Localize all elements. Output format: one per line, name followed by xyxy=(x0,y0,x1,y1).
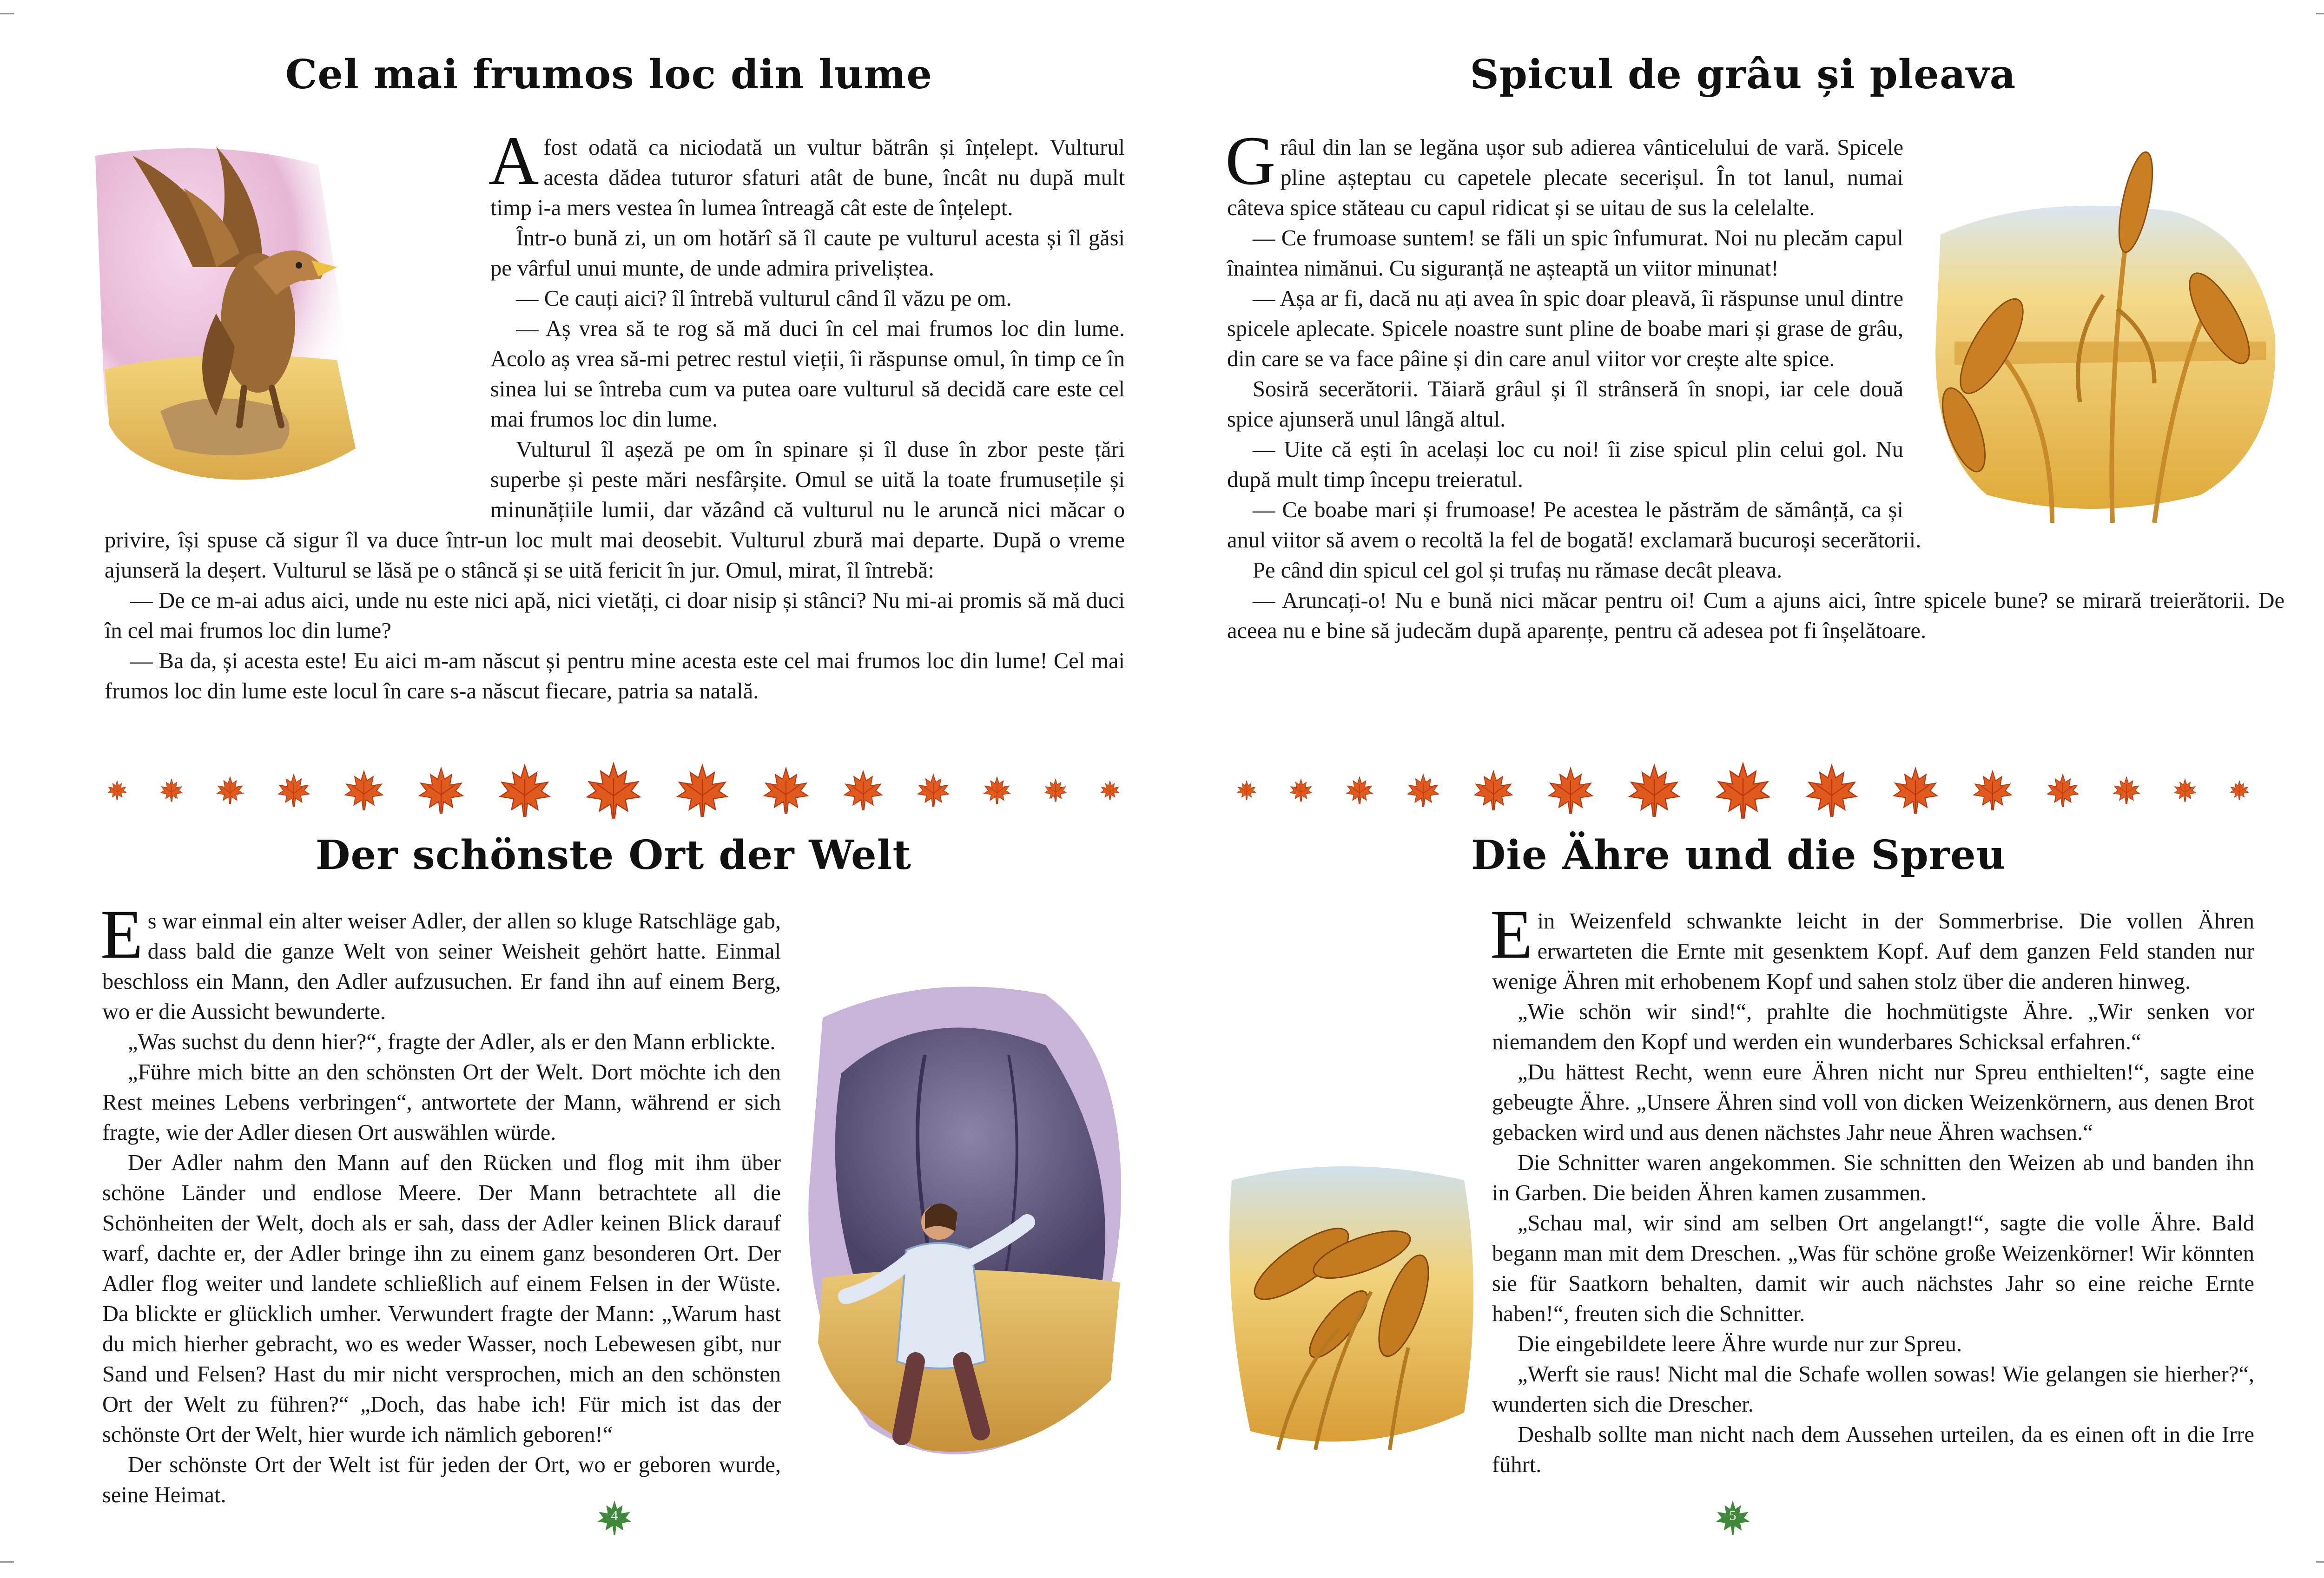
maple-leaf-icon xyxy=(1406,773,1440,807)
leaf-divider-right xyxy=(1236,753,2250,827)
paragraph: „Schau mal, wir sind am selben Ort angelangt!“, sagte die volle Ähre. Bald begann man mit dem Dreschen. „Was für schöne große Weizenkörner! Wir könnten sie für Saatkorn behalten, damit wir auch nächstes Jahr so eine reiche Ernte haben!“, freuten sich die Schnitter. xyxy=(1492,1211,2254,1326)
paragraph: „Werft sie raus! Nicht mal die Schafe wollen sowas! Wie gelangen sie hierher?“, wunderten sich die Drescher. xyxy=(1492,1362,2254,1417)
paragraph: Deshalb sollte man nicht nach dem Aussehen urteilen, da es einen oft in die Irre führt. xyxy=(1492,1422,2254,1477)
maple-leaf-icon xyxy=(1289,778,1313,802)
crop-mark xyxy=(2316,13,2324,14)
paragraph: „Du hättest Recht, wenn eure Ähren nicht nur Spreu enthielten!“, sagte eine gebeugte Ähre. „Unsere Ähren sind voll von dicken Weizenkörnern, aus denen Brot gebacken wird und aus denen nächstes Jahr neue Ähren wachsen.“ xyxy=(1492,1060,2254,1145)
paragraph: in Weizenfeld schwankte leicht in der Sommerbrise. Die vollen Ähren erwarteten die Ernte mit gesenktem Kopf. Auf dem ganzen Feld standen nur wenige Ähren mit erhobenem Kopf und sahen stolz über die anderen hinweg. xyxy=(1492,909,2254,994)
story-eagle-de xyxy=(100,832,1125,1507)
maple-leaf-icon xyxy=(1714,761,1772,819)
paragraph: — Așa ar fi, dacă nu ați avea în spic doar pleavă, îi răspunse unul dintre spicele aplecate. Spicele noastre sunt pline de boabe mari și grase de grâu, din care se va face pâine și din care anul viitor vor crește alte spice. xyxy=(1227,286,1903,371)
maple-leaf-icon xyxy=(1236,780,1257,800)
maple-leaf-icon xyxy=(675,763,730,817)
maple-leaf-icon xyxy=(762,766,810,814)
story-body xyxy=(105,122,1125,706)
drop-cap: E xyxy=(1490,896,1533,973)
story-wheat-de xyxy=(1227,832,2254,1482)
paragraph: — Ce frumoase suntem! se făli un spic înfumurat. Noi nu plecăm capul înaintea nimănui. Cu siguranță ne așteaptă un viitor minunat! xyxy=(1227,226,1903,281)
page-number-text: 4 xyxy=(611,1508,618,1523)
story-body xyxy=(100,896,1125,1510)
paragraph: — Uite că ești în același loc cu noi! îi zise spicul plin celui gol. Nu după mult timp începu treieratul. xyxy=(1227,437,1903,492)
maple-leaf-icon xyxy=(1345,776,1374,804)
drop-cap: A xyxy=(489,122,539,199)
maple-leaf-icon xyxy=(343,769,385,811)
maple-leaf-icon xyxy=(1043,778,1068,802)
paragraph: — Ce cauți aici? îl întrebă vulturul când îl văzu pe om. xyxy=(516,286,1012,311)
man-rock-illustration xyxy=(786,962,1139,1492)
paragraph: — De ce m-ai adus aici, unde nu este nici apă, nici vietăți, ci doar nisip și stânci? Nu mi-ai promis să mă duci în cel mai frumos loc din lume? xyxy=(105,588,1125,643)
paragraph: Într-o bună zi, un om hotărî să îl caute pe vulturul acesta și îl găsi pe vârful unui munte, de unde admira priveliștea. xyxy=(490,226,1125,281)
crop-mark xyxy=(0,13,14,14)
wheat-illustration xyxy=(1913,142,2294,523)
paragraph: „Wie schön wir sind!“, prahlte die hochmütigste Ähre. „Wir senken vor niemandem den Kopf und werden ein wunderbares Schicksal erfahren.“ xyxy=(1492,999,2254,1054)
story-title: Die Ähre und die Spreu xyxy=(1471,832,2006,879)
story-wheat-ro xyxy=(1227,51,2284,748)
paragraph: — Aș vrea să te rog să mă duci în cel mai frumos loc din lume. Acolo aș vrea să-mi petrec restul vieții, îi răspunse omul, în timp ce în sinea lui se întreba cum va putea oare vulturul să decidă care este cel mai frumos loc din lume. xyxy=(490,316,1125,432)
wheat-illustration xyxy=(1222,1152,1483,1454)
maple-leaf-icon xyxy=(842,769,884,811)
maple-leaf-icon xyxy=(159,778,184,802)
paragraph: — Ce boabe mari și frumoase! Pe acestea le păstrăm de sămânță, ca și anul viitor să avem o recoltă la fel de bogată! exclamară bucuroși secerătorii. xyxy=(1227,498,1921,552)
story-title: Spicul de grâu și pleava xyxy=(1470,51,2016,98)
maple-leaf-icon xyxy=(2046,773,2080,807)
paragraph: Die eingebildete leere Ähre wurde nur zur Spreu. xyxy=(1518,1332,1962,1356)
page-number-right xyxy=(1714,1499,1751,1536)
paragraph: râul din lan se legăna ușor sub adierea vânticelului de vară. Spicele pline așteptau cu capetele plecate secerișul. În tot lanul, numai câteva spice stăteau cu capul ridicat și se uitau de sus la celelalte. xyxy=(1227,135,1903,220)
maple-leaf-icon xyxy=(1972,769,2014,811)
maple-leaf-icon xyxy=(216,776,244,804)
paragraph: „Führe mich bitte an den schönsten Ort der Welt. Dort möchte ich den Rest meines Lebens verbringen“, antwortete der Mann, während er sich fragte, wie der Adler diesen Ort auswählen würde. xyxy=(102,1060,781,1145)
paragraph: Der Adler nahm den Mann auf den Rücken und flog mit ihm über schöne Länder und endlose Meere. Der Mann betrachtete all die Schönheiten der Welt, doch als er sah, dass der Adler keinen Blick darauf warf, dachte er, der Adler bringe ihn zu einem ganz besonderen Ort. Der Adler flog weiter und landete schließlich auf einem Felsen in der Wüste. Da blickte er glücklich umher. Verwundert fragte der Mann: „Warum hast du mich hierher gebracht, wo es weder Wasser, noch Lebewesen gibt, nur Sand und Felsen? Hast du mir nicht versprochen, mich an den schönsten Ort der Welt zu führen?“ „Doch, das habe ich! Für mich ist das der schönste Ort der Welt, hier wurde ich nämlich geboren!“ xyxy=(102,1151,781,1447)
story-eagle-ro xyxy=(93,51,1125,748)
paragraph: Sosiră secerătorii. Tăiară grâul și îl strânseră în snopi, iar cele două spice ajunseră unul lângă altul. xyxy=(1227,377,1903,432)
paragraph: fost odată ca niciodată un vultur bătrân și înțelept. Vulturul acesta dădea tuturor sfaturi atât de bune, încât nu după mult timp i-a mers vestea în lumea întreagă cât este de înțelept. xyxy=(490,135,1125,220)
maple-leaf-icon xyxy=(2173,778,2197,802)
page-number-text: 5 xyxy=(1729,1508,1736,1523)
eagle-illustration xyxy=(77,128,486,500)
paragraph: — Aruncați-o! Nu e bună nici măcar pentru oi! Cum a ajuns aici, între spicele bune? se mirară treierătorii. De aceea nu e bine să judecăm după aparențe, pentru că adesea pot fi înșelătoare. xyxy=(1227,588,2284,643)
drop-cap: E xyxy=(100,896,143,973)
maple-leaf-icon xyxy=(277,773,311,807)
paragraph: Der schönste Ort der Welt ist für jeden der Ort, wo er geboren wurde, seine Heimat. xyxy=(102,1453,781,1507)
drop-cap: G xyxy=(1225,122,1276,199)
paragraph: Vulturul îl așeză pe om în spinare și îl duse în zbor peste țări superbe și peste mări nesfârșite. Omul se uită la toate frumusețile și minunățiile lumii, dar văzând că vulturul nu le aruncă nici măcar o privire, își spuse că sigur îl va duce într-un loc mult mai deosebit. Vulturul zbură mai departe. După o vreme ajunseră la deșert. Vulturul se lăsă pe o stâncă și se uită fericit în jur. Omul, mirat, îl întrebă: xyxy=(105,437,1125,583)
paragraph: „Was suchst du denn hier?“, fragte der Adler, als er den Mann erblickte. xyxy=(128,1030,776,1054)
story-title: Cel mai frumos loc din lume xyxy=(285,51,933,98)
maple-leaf-icon xyxy=(497,763,552,817)
crop-mark xyxy=(0,1561,14,1563)
story-body xyxy=(1225,122,2284,646)
maple-leaf-icon xyxy=(584,761,643,819)
paragraph: — Ba da, și acesta este! Eu aici m-am născut și pentru mine acesta este cel mai frumos loc din lume! Cel mai frumos loc din lume este locul în care s-a născut fiecare, patria sa natală. xyxy=(105,649,1125,704)
maple-leaf-icon xyxy=(107,780,127,800)
leaf-divider-left xyxy=(107,753,1120,827)
maple-leaf-icon xyxy=(983,776,1011,804)
story-title: Der schönste Ort der Welt xyxy=(315,832,912,879)
maple-leaf-icon xyxy=(1891,766,1940,814)
maple-leaf-icon xyxy=(1627,763,1682,817)
paragraph: s war einmal ein alter weiser Adler, der allen so kluge Ratschläge gab, dass bald die ganze Welt von seiner Weisheit gehört hatte. Einmal beschloss ein Mann, den Adler aufzusuchen. Er fand ihn auf einem Berg, wo er die Aussicht bewunderte. xyxy=(102,909,781,1024)
maple-leaf-icon xyxy=(2112,776,2141,804)
crop-mark xyxy=(2316,1561,2324,1563)
maple-leaf-icon xyxy=(916,773,951,807)
paragraph: Die Schnitter waren angekommen. Sie schnitten den Weizen ab und banden ihn in Garben. Die beiden Ähren kamen zusammen. xyxy=(1492,1151,2254,1205)
maple-leaf-icon xyxy=(1546,766,1595,814)
maple-leaf-icon xyxy=(417,766,465,814)
maple-leaf-icon xyxy=(1100,780,1120,800)
page-number-left xyxy=(596,1499,633,1536)
maple-leaf-icon xyxy=(1804,763,1859,817)
maple-leaf-icon xyxy=(1472,769,1514,811)
paragraph: Pe când din spicul cel gol și trufaș nu rămase decât pleava. xyxy=(1253,558,1783,583)
maple-leaf-icon xyxy=(2229,780,2250,800)
story-body xyxy=(1227,896,2254,1480)
